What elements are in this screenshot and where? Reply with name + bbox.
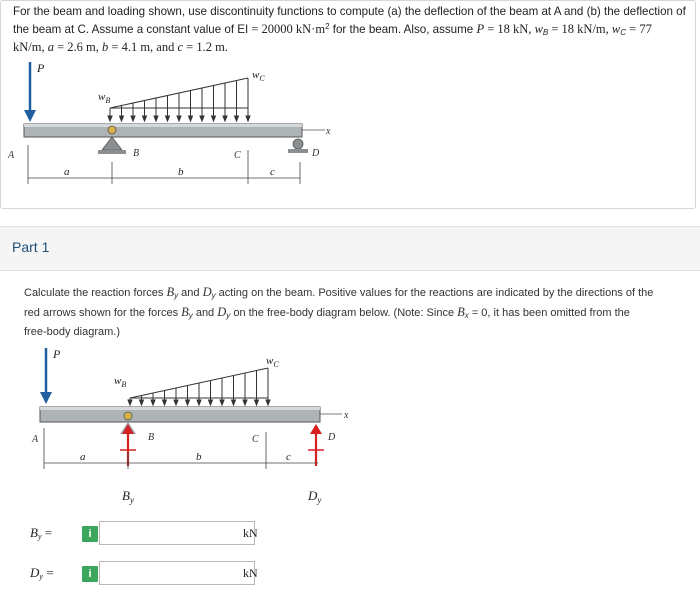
dim-a: a	[64, 166, 70, 178]
load-P-arrow-fbd	[40, 348, 52, 404]
dy-input[interactable]	[99, 561, 255, 585]
label-D-fbd: D	[328, 432, 336, 443]
answer-row-By	[30, 521, 330, 547]
load-arrow-head	[235, 116, 239, 121]
load-arrow-head	[140, 400, 144, 405]
load-arrow-head	[108, 116, 112, 121]
problem-statement	[13, 4, 685, 55]
answer-row-Dy	[30, 561, 330, 587]
label-A: A	[8, 150, 15, 161]
problem-line-2: the beam at C. Assume a constant value of EI = 20000 $kN\cdot m^2$ for the beam. Also, assume P = 18 kN, $w_B = 18$ kN/m, $w_C = 77$	[13, 22, 652, 37]
label-wC: $w_C$	[252, 69, 265, 83]
load-arrow-head	[177, 116, 181, 121]
problem-line-1: For the beam and loading shown, use discontinuity functions to compute (a) the deflection of the beam at A and (b) the deflection of	[13, 5, 686, 18]
dimension-line	[28, 145, 300, 184]
load-arrow-head	[120, 116, 124, 121]
free-body-diagram	[20, 340, 360, 515]
load-arrow-head	[243, 400, 247, 405]
load-arrow-head	[197, 400, 201, 405]
load-arrow-head	[151, 400, 155, 405]
dim-a-fbd: a	[80, 451, 86, 463]
dy-unit: kN	[243, 566, 258, 580]
load-arrow-head	[232, 400, 236, 405]
part-line-1: Calculate the reaction forces $B_y$ and $D_y$ acting on the beam. Positive values for the reactions are indicated by the directions of the	[24, 285, 654, 300]
x-axis-label-fbd: x	[344, 410, 349, 421]
dim-b-fbd: b	[196, 451, 202, 463]
part-instructions	[24, 284, 684, 340]
load-arrow-head	[128, 400, 132, 405]
load-P-arrow	[24, 62, 36, 122]
load-arrow-head	[154, 116, 158, 121]
x-axis-label: x	[326, 126, 331, 137]
label-Dy: $D_y$	[308, 488, 322, 505]
info-button-by[interactable]: i	[82, 526, 98, 542]
part-title[interactable]: Part 1	[12, 239, 50, 255]
label-P-fbd: P	[53, 347, 61, 361]
label-D: D	[312, 148, 320, 159]
dim-c: c	[270, 166, 275, 178]
dim-c-fbd: c	[286, 451, 291, 463]
label-B-fbd: B	[148, 432, 155, 443]
label-P: P	[37, 61, 45, 75]
part-header	[0, 226, 700, 271]
roller-support-D	[288, 139, 308, 153]
load-arrow-head	[200, 116, 204, 121]
load-arrow-head	[212, 116, 216, 121]
label-By: $B_y$	[122, 488, 134, 505]
part-line-3: free-body diagram.)	[24, 326, 120, 338]
load-arrow-head	[255, 400, 259, 405]
label-A-fbd: A	[32, 434, 39, 445]
load-arrow-head	[189, 116, 193, 121]
by-label: $B_y$ =	[30, 525, 53, 541]
label-B: B	[133, 148, 140, 159]
label-wB: $w_B$	[98, 91, 111, 105]
dy-label: $D_y$ =	[30, 565, 54, 581]
label-C: C	[234, 150, 241, 161]
load-arrow-head	[246, 116, 250, 121]
load-arrow-head	[174, 400, 178, 405]
by-input[interactable]	[99, 521, 255, 545]
distributed-load-fbd	[128, 368, 270, 405]
label-C-fbd: C	[252, 434, 259, 445]
problem-line-3: kN/m, a = 2.6 m, b = 4.1 m, and c = 1.2 m.	[13, 40, 228, 54]
load-arrow-head	[186, 400, 190, 405]
load-arrow-head	[166, 116, 170, 121]
by-unit: kN	[243, 526, 258, 540]
info-button-dy[interactable]: i	[82, 566, 98, 582]
load-arrow-head	[223, 116, 227, 121]
reaction-Dy-arrow	[308, 424, 324, 466]
dim-b: b	[178, 166, 184, 178]
load-arrow-head	[266, 400, 270, 405]
beam-figure	[0, 50, 340, 200]
load-arrow-head	[163, 400, 167, 405]
label-wB-fbd: $w_B$	[114, 375, 127, 389]
load-arrow-head	[220, 400, 224, 405]
load-arrow-head	[143, 116, 147, 121]
load-arrow-head	[209, 400, 213, 405]
load-arrow-head	[131, 116, 135, 121]
part-line-2: red arrows shown for the forces $B_y$ and $D_y$ on the free-body diagram below. (Note: Since $B_x = 0$, it has been omitted from the	[24, 305, 630, 320]
distributed-load	[108, 78, 250, 121]
label-wC-fbd: $w_C$	[266, 355, 279, 369]
